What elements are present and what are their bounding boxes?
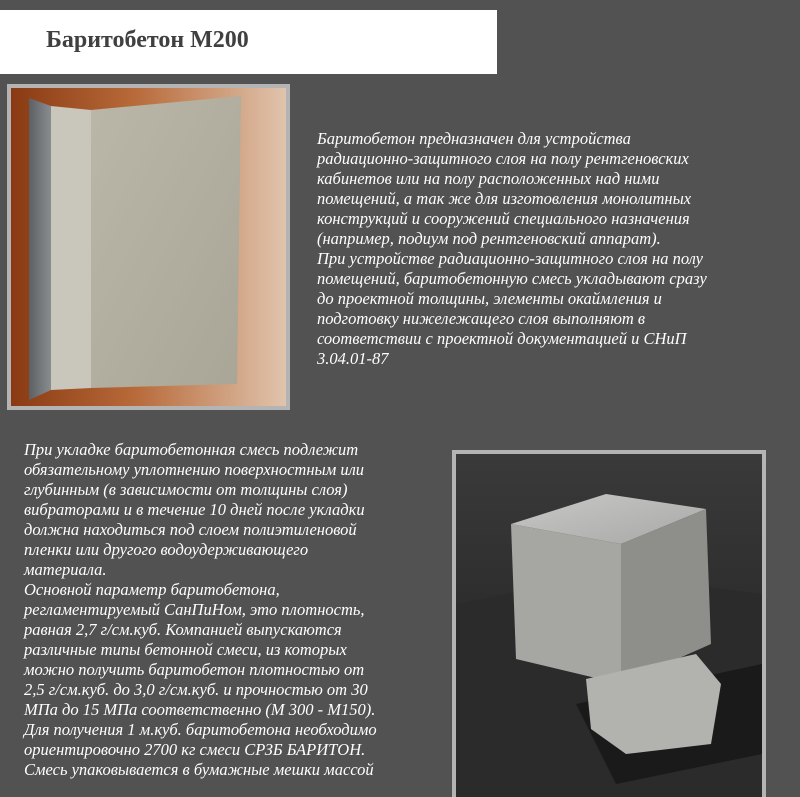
paragraph-line: При устройстве радиационно-защитного слоя на полу — [317, 249, 703, 268]
paragraph-line: можно получить баритобетон плотностью от — [24, 660, 365, 679]
paragraph-line: до проектной толщины, элементы окаймления и — [317, 289, 662, 308]
paragraph-line: вибраторами и в течение 10 дней после укладки — [24, 500, 365, 519]
paragraph-line: 2,5 г/см.куб. до 3,0 г/см.куб. и прочностью от 30 — [24, 680, 368, 699]
paragraph-line: глубинным (в зависимости от толщины слоя) — [24, 480, 348, 499]
paragraph-line: Основной параметр баритобетона, — [24, 580, 280, 599]
paragraph-line: различные типы бетонной смеси, из которых — [24, 640, 347, 659]
paragraph-line: Для получения 1 м.куб. баритобетона необходимо — [24, 720, 377, 739]
paragraph-line: Баритобетон предназначен для устройства — [317, 129, 631, 148]
slab-photo — [7, 84, 290, 410]
description-paragraph — [317, 129, 707, 369]
paragraph-line: 3.04.01-87 — [317, 349, 389, 368]
paragraph-line: конструкций и сооружений специального назначения — [317, 209, 690, 228]
title-bar — [0, 10, 497, 74]
page-title: Баритобетон М200 — [46, 27, 249, 53]
paragraph-line: кабинетов или на полу расположенных над ними — [317, 169, 660, 188]
paragraph-line: Смесь упаковывается в бумажные мешки массой — [24, 760, 374, 779]
paragraph-line: соответствии с проектной документацией и СНиП — [317, 329, 687, 348]
concrete-block-image — [456, 454, 762, 797]
paragraph-line: обязательному уплотнению поверхностным или — [24, 460, 365, 479]
paragraph-line: (например, подиум под рентгеновский аппарат). — [317, 229, 661, 248]
paragraph-line: материала. — [24, 560, 107, 579]
paragraph-line: должна находиться под слоем полиэтиленовой — [24, 520, 357, 539]
paragraph-line: равная 2,7 г/см.куб. Компанией выпускаются — [24, 620, 342, 639]
usage-paragraph — [24, 440, 377, 780]
paragraph-line: пленки или другого водоудерживающего — [24, 540, 309, 559]
paragraph-line: помещений, а так же для изготовления монолитных — [317, 189, 692, 208]
block-photo — [452, 450, 766, 797]
paragraph-line: радиационно-защитного слоя на полу рентгеновских — [317, 149, 689, 168]
concrete-slab-image — [11, 88, 286, 406]
paragraph-line: МПа до 15 МПа соответственно (М 300 - М150). — [24, 700, 376, 719]
paragraph-line: При укладке баритобетонная смесь подлежит — [24, 440, 359, 459]
paragraph-line: подготовку нижележащего слоя выполняют в — [317, 309, 646, 328]
paragraph-line: регламентируемый СанПиНом, это плотность, — [24, 600, 365, 619]
paragraph-line: помещений, баритобетонную смесь укладывают сразу — [317, 269, 707, 288]
paragraph-line: ориентировочно 2700 кг смеси СРЗБ БАРИТОН. — [24, 740, 366, 759]
